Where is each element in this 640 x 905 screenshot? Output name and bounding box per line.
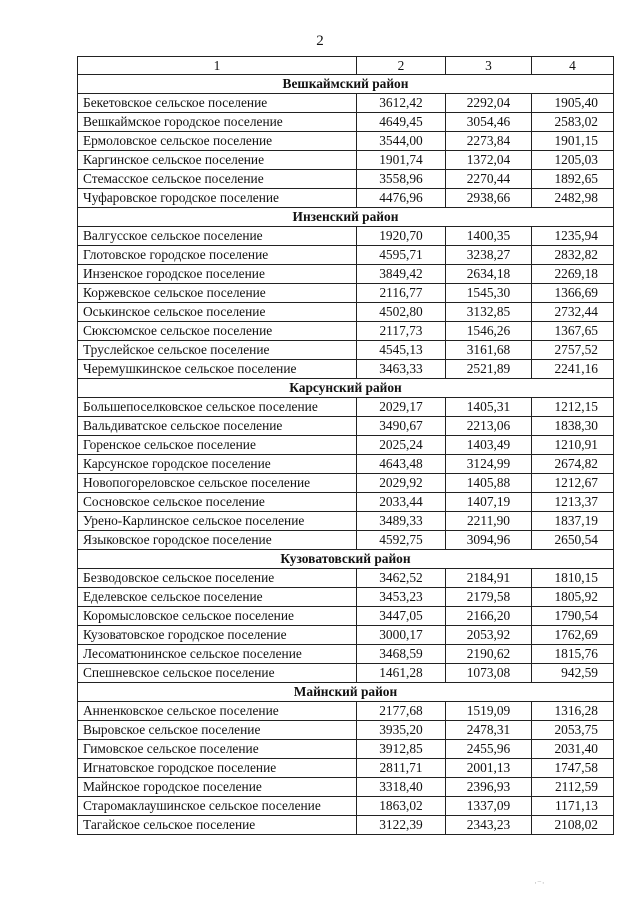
settlement-name: Чуфаровское городское поселение bbox=[78, 189, 357, 208]
table-row bbox=[78, 189, 614, 208]
value-col-4: 1171,13 bbox=[532, 797, 614, 816]
table-row bbox=[78, 664, 614, 683]
value-col-2: 3318,40 bbox=[357, 778, 446, 797]
table-row bbox=[78, 721, 614, 740]
value-col-3: 1372,04 bbox=[446, 151, 532, 170]
settlement-name: Оськинское сельское поселение bbox=[78, 303, 357, 322]
header-row bbox=[78, 57, 614, 75]
value-col-2: 3490,67 bbox=[357, 417, 446, 436]
district-name: Инзенский район bbox=[78, 208, 614, 227]
value-col-4: 1805,92 bbox=[532, 588, 614, 607]
value-col-4: 2732,44 bbox=[532, 303, 614, 322]
value-col-4: 1213,37 bbox=[532, 493, 614, 512]
value-col-3: 1405,88 bbox=[446, 474, 532, 493]
settlement-name: Новопогореловское сельское поселение bbox=[78, 474, 357, 493]
value-col-4: 2832,82 bbox=[532, 246, 614, 265]
settlement-name: Урено-Карлинское сельское поселение bbox=[78, 512, 357, 531]
settlement-name: Черемушкинское сельское поселение bbox=[78, 360, 357, 379]
district-header-row bbox=[78, 550, 614, 569]
table-row bbox=[78, 322, 614, 341]
value-col-4: 2650,54 bbox=[532, 531, 614, 550]
value-col-2: 2029,92 bbox=[357, 474, 446, 493]
district-header-row bbox=[78, 683, 614, 702]
value-col-3: 2270,44 bbox=[446, 170, 532, 189]
value-col-3: 2166,20 bbox=[446, 607, 532, 626]
district-header-row bbox=[78, 208, 614, 227]
value-col-4: 1762,69 bbox=[532, 626, 614, 645]
value-col-2: 2025,24 bbox=[357, 436, 446, 455]
value-col-2: 4476,96 bbox=[357, 189, 446, 208]
value-col-4: 1210,91 bbox=[532, 436, 614, 455]
settlement-name: Карсунское городское поселение bbox=[78, 455, 357, 474]
value-col-4: 2108,02 bbox=[532, 816, 614, 835]
table-row bbox=[78, 341, 614, 360]
value-col-4: 1212,15 bbox=[532, 398, 614, 417]
settlement-name: Инзенское городское поселение bbox=[78, 265, 357, 284]
table-row bbox=[78, 246, 614, 265]
value-col-3: 2634,18 bbox=[446, 265, 532, 284]
value-col-3: 2292,04 bbox=[446, 94, 532, 113]
value-col-2: 2116,77 bbox=[357, 284, 446, 303]
table-row bbox=[78, 170, 614, 189]
settlement-name: Сюксюмское сельское поселение bbox=[78, 322, 357, 341]
table-row bbox=[78, 360, 614, 379]
value-col-4: 2053,75 bbox=[532, 721, 614, 740]
table-row bbox=[78, 455, 614, 474]
value-col-2: 3447,05 bbox=[357, 607, 446, 626]
value-col-4: 2674,82 bbox=[532, 455, 614, 474]
settlement-name: Валгусское сельское поселение bbox=[78, 227, 357, 246]
value-col-2: 3000,17 bbox=[357, 626, 446, 645]
value-col-4: 2112,59 bbox=[532, 778, 614, 797]
value-col-2: 3935,20 bbox=[357, 721, 446, 740]
value-col-3: 3054,46 bbox=[446, 113, 532, 132]
table-row bbox=[78, 417, 614, 436]
district-header-row bbox=[78, 379, 614, 398]
value-col-4: 1316,28 bbox=[532, 702, 614, 721]
table-row bbox=[78, 588, 614, 607]
table-row bbox=[78, 759, 614, 778]
value-col-4: 1366,69 bbox=[532, 284, 614, 303]
column-header-3: 3 bbox=[446, 57, 532, 75]
table-row bbox=[78, 778, 614, 797]
value-col-4: 1235,94 bbox=[532, 227, 614, 246]
settlement-name: Еделевское сельское поселение bbox=[78, 588, 357, 607]
value-col-3: 1073,08 bbox=[446, 664, 532, 683]
value-col-2: 3122,39 bbox=[357, 816, 446, 835]
settlement-name: Ермоловское сельское поселение bbox=[78, 132, 357, 151]
settlement-name: Бекетовское сельское поселение bbox=[78, 94, 357, 113]
district-name: Карсунский район bbox=[78, 379, 614, 398]
value-col-4: 1747,58 bbox=[532, 759, 614, 778]
value-col-2: 3453,23 bbox=[357, 588, 446, 607]
settlement-name: Стемасское сельское поселение bbox=[78, 170, 357, 189]
value-col-3: 1407,19 bbox=[446, 493, 532, 512]
value-col-3: 1519,09 bbox=[446, 702, 532, 721]
table-row bbox=[78, 493, 614, 512]
district-header-row bbox=[78, 75, 614, 94]
value-col-2: 1901,74 bbox=[357, 151, 446, 170]
column-header-4: 4 bbox=[532, 57, 614, 75]
settlement-name: Коромысловское сельское поселение bbox=[78, 607, 357, 626]
column-header-2: 2 bbox=[357, 57, 446, 75]
value-col-3: 1337,09 bbox=[446, 797, 532, 816]
settlement-name: Безводовское сельское поселение bbox=[78, 569, 357, 588]
value-col-4: 2031,40 bbox=[532, 740, 614, 759]
value-col-3: 3094,96 bbox=[446, 531, 532, 550]
table-row bbox=[78, 702, 614, 721]
settlement-name: Вешкаймское городское поселение bbox=[78, 113, 357, 132]
value-col-4: 1367,65 bbox=[532, 322, 614, 341]
table-row bbox=[78, 531, 614, 550]
value-col-2: 3544,00 bbox=[357, 132, 446, 151]
value-col-2: 3912,85 bbox=[357, 740, 446, 759]
value-col-3: 3132,85 bbox=[446, 303, 532, 322]
value-col-2: 4592,75 bbox=[357, 531, 446, 550]
value-col-4: 2482,98 bbox=[532, 189, 614, 208]
value-col-2: 3612,42 bbox=[357, 94, 446, 113]
value-col-2: 3849,42 bbox=[357, 265, 446, 284]
value-col-4: 2269,18 bbox=[532, 265, 614, 284]
value-col-2: 2029,17 bbox=[357, 398, 446, 417]
settlement-name: Тагайское сельское поселение bbox=[78, 816, 357, 835]
table-row bbox=[78, 303, 614, 322]
value-col-3: 3161,68 bbox=[446, 341, 532, 360]
table-row bbox=[78, 569, 614, 588]
column-header-1: 1 bbox=[78, 57, 357, 75]
settlement-name: Вальдиватское сельское поселение bbox=[78, 417, 357, 436]
district-name: Кузоватовский район bbox=[78, 550, 614, 569]
table-row bbox=[78, 816, 614, 835]
settlement-name: Старомаклаушинское сельское поселение bbox=[78, 797, 357, 816]
district-name: Майнский район bbox=[78, 683, 614, 702]
value-col-3: 3124,99 bbox=[446, 455, 532, 474]
settlement-name: Лесоматюнинское сельское поселение bbox=[78, 645, 357, 664]
table-row bbox=[78, 284, 614, 303]
value-col-2: 3558,96 bbox=[357, 170, 446, 189]
value-col-2: 2117,73 bbox=[357, 322, 446, 341]
table-row bbox=[78, 113, 614, 132]
table-row bbox=[78, 607, 614, 626]
table-row bbox=[78, 512, 614, 531]
settlement-name: Анненковское сельское поселение bbox=[78, 702, 357, 721]
settlement-name: Гимовское сельское поселение bbox=[78, 740, 357, 759]
data-table bbox=[77, 56, 614, 835]
value-col-4: 1810,15 bbox=[532, 569, 614, 588]
value-col-2: 4545,13 bbox=[357, 341, 446, 360]
value-col-3: 2211,90 bbox=[446, 512, 532, 531]
settlement-name: Каргинское сельское поселение bbox=[78, 151, 357, 170]
value-col-2: 4595,71 bbox=[357, 246, 446, 265]
table-row bbox=[78, 94, 614, 113]
settlement-name: Большепоселковское сельское поселение bbox=[78, 398, 357, 417]
value-col-3: 1405,31 bbox=[446, 398, 532, 417]
settlement-name: Глотовское городское поселение bbox=[78, 246, 357, 265]
value-col-3: 2179,58 bbox=[446, 588, 532, 607]
value-col-2: 3463,33 bbox=[357, 360, 446, 379]
value-col-4: 1892,65 bbox=[532, 170, 614, 189]
value-col-2: 1863,02 bbox=[357, 797, 446, 816]
value-col-4: 1790,54 bbox=[532, 607, 614, 626]
table-row bbox=[78, 436, 614, 455]
value-col-3: 2053,92 bbox=[446, 626, 532, 645]
value-col-4: 1901,15 bbox=[532, 132, 614, 151]
settlement-name: Коржевское сельское поселение bbox=[78, 284, 357, 303]
value-col-3: 3238,27 bbox=[446, 246, 532, 265]
value-col-2: 2177,68 bbox=[357, 702, 446, 721]
value-col-4: 2583,02 bbox=[532, 113, 614, 132]
value-col-2: 4502,80 bbox=[357, 303, 446, 322]
settlement-name: Майнское городское поселение bbox=[78, 778, 357, 797]
value-col-3: 2343,23 bbox=[446, 816, 532, 835]
value-col-3: 2190,62 bbox=[446, 645, 532, 664]
value-col-3: 2455,96 bbox=[446, 740, 532, 759]
value-col-2: 4649,45 bbox=[357, 113, 446, 132]
value-col-4: 1837,19 bbox=[532, 512, 614, 531]
table-row bbox=[78, 265, 614, 284]
value-col-4: 1815,76 bbox=[532, 645, 614, 664]
value-col-4: 942,59 bbox=[532, 664, 614, 683]
value-col-2: 2811,71 bbox=[357, 759, 446, 778]
value-col-4: 1205,03 bbox=[532, 151, 614, 170]
settlement-name: Труслейское сельское поселение bbox=[78, 341, 357, 360]
value-col-2: 1920,70 bbox=[357, 227, 446, 246]
value-col-3: 2478,31 bbox=[446, 721, 532, 740]
value-col-4: 1838,30 bbox=[532, 417, 614, 436]
value-col-3: 2521,89 bbox=[446, 360, 532, 379]
value-col-3: 2938,66 bbox=[446, 189, 532, 208]
value-col-2: 3489,33 bbox=[357, 512, 446, 531]
table-row bbox=[78, 645, 614, 664]
value-col-3: 2213,06 bbox=[446, 417, 532, 436]
value-col-2: 3462,52 bbox=[357, 569, 446, 588]
value-col-4: 2757,52 bbox=[532, 341, 614, 360]
value-col-3: 1546,26 bbox=[446, 322, 532, 341]
value-col-3: 1403,49 bbox=[446, 436, 532, 455]
scan-artifact: ·⁻· bbox=[534, 878, 545, 888]
settlement-name: Спешневское сельское поселение bbox=[78, 664, 357, 683]
settlement-name: Сосновское сельское поселение bbox=[78, 493, 357, 512]
value-col-2: 2033,44 bbox=[357, 493, 446, 512]
value-col-3: 2396,93 bbox=[446, 778, 532, 797]
settlement-name: Кузоватовское городское поселение bbox=[78, 626, 357, 645]
value-col-3: 2001,13 bbox=[446, 759, 532, 778]
value-col-4: 1212,67 bbox=[532, 474, 614, 493]
table-row bbox=[78, 398, 614, 417]
district-name: Вешкаймский район bbox=[78, 75, 614, 94]
settlement-name: Горенское сельское поселение bbox=[78, 436, 357, 455]
table-row bbox=[78, 626, 614, 645]
page-number: 2 bbox=[316, 33, 324, 49]
value-col-4: 1905,40 bbox=[532, 94, 614, 113]
value-col-2: 1461,28 bbox=[357, 664, 446, 683]
value-col-3: 1545,30 bbox=[446, 284, 532, 303]
value-col-4: 2241,16 bbox=[532, 360, 614, 379]
value-col-2: 3468,59 bbox=[357, 645, 446, 664]
table-row bbox=[78, 132, 614, 151]
settlement-name: Языковское городское поселение bbox=[78, 531, 357, 550]
value-col-3: 1400,35 bbox=[446, 227, 532, 246]
table-row bbox=[78, 797, 614, 816]
settlement-name: Игнатовское городское поселение bbox=[78, 759, 357, 778]
settlement-name: Выровское сельское поселение bbox=[78, 721, 357, 740]
value-col-3: 2273,84 bbox=[446, 132, 532, 151]
table-row bbox=[78, 151, 614, 170]
table-row bbox=[78, 740, 614, 759]
value-col-2: 4643,48 bbox=[357, 455, 446, 474]
value-col-3: 2184,91 bbox=[446, 569, 532, 588]
table-row bbox=[78, 474, 614, 493]
table-row bbox=[78, 227, 614, 246]
